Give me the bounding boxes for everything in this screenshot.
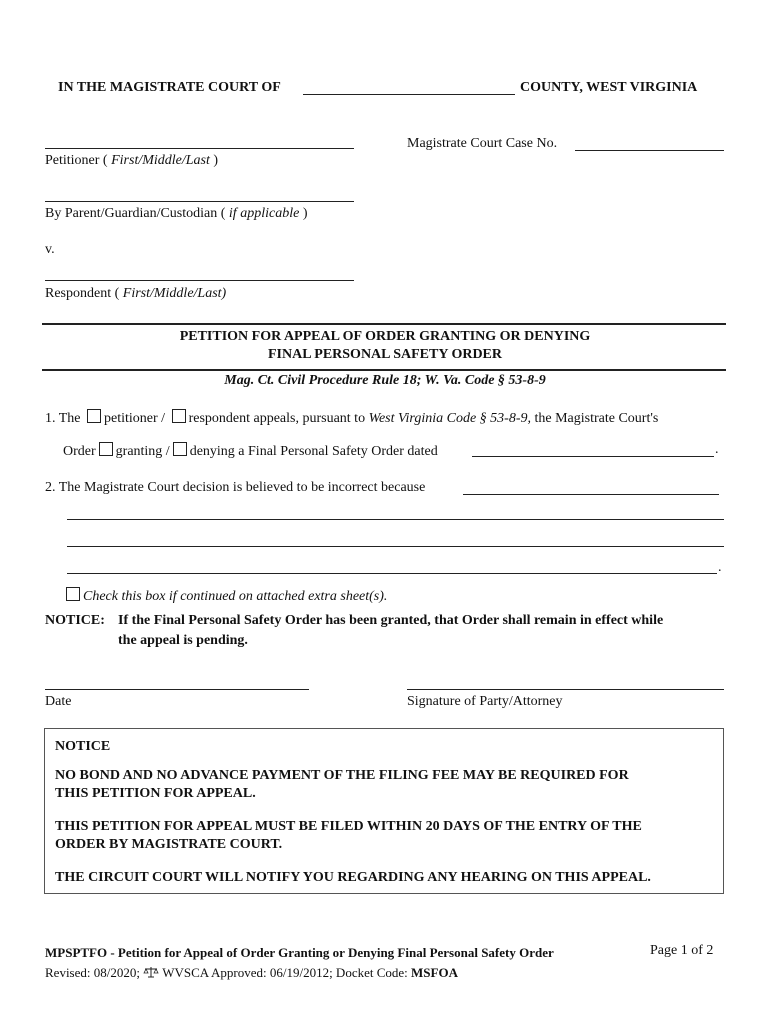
- reason-field-4[interactable]: [67, 573, 717, 574]
- scales-icon: [143, 966, 159, 978]
- item-1-period: .: [715, 442, 719, 457]
- court-heading: [58, 80, 281, 96]
- notice-box-p1-l1: NO BOND AND NO ADVANCE PAYMENT OF THE FILING FEE MAY BE REQUIRED FOR: [55, 768, 629, 783]
- notice-box: [44, 728, 724, 894]
- form-title-line1: PETITION FOR APPEAL OF ORDER GRANTING OR DENYING: [179, 329, 591, 344]
- footer-revised-row: Revised: 08/2020; WVSCA Approved: 06/19/2012; Docket Code: MSFOA: [45, 965, 458, 980]
- notice-box-p2-l2: ORDER BY MAGISTRATE COURT.: [55, 837, 283, 852]
- notice-box-p2-l1: THIS PETITION FOR APPEAL MUST BE FILED WITHIN 20 DAYS OF THE ENTRY OF THE: [55, 819, 642, 834]
- notice-box-title: NOTICE: [55, 739, 111, 754]
- notice-line1: If the Final Personal Safety Order has been granted, that Order shall remain in effect while: [118, 613, 664, 628]
- title-rule-top: [42, 323, 726, 325]
- respondent-label: Respondent ( First/Middle/Last): [45, 286, 227, 301]
- versus: v.: [45, 242, 55, 257]
- notice-label: NOTICE:: [45, 613, 105, 628]
- item-2-text: 2. The Magistrate Court decision is believed to be incorrect because: [45, 480, 426, 495]
- petitioner-field[interactable]: [45, 148, 354, 149]
- county-field[interactable]: [303, 94, 515, 95]
- notice-box-p3: THE CIRCUIT COURT WILL NOTIFY YOU REGARDING ANY HEARING ON THIS APPEAL.: [55, 870, 651, 885]
- reason-field-2[interactable]: [67, 519, 724, 520]
- extra-sheet-row: Check this box if continued on attached extra sheet(s).: [66, 587, 387, 605]
- reason-field-3[interactable]: [67, 546, 724, 547]
- court-prefix: IN THE MAGISTRATE COURT OF: [58, 80, 281, 95]
- footer-form-title: MPSPTFO - Petition for Appeal of Order Granting or Denying Final Personal Safety Order: [45, 945, 554, 960]
- date-label: Date: [45, 694, 72, 709]
- respondent-field[interactable]: [45, 280, 354, 281]
- notice-box-p1-l2: THIS PETITION FOR APPEAL.: [55, 786, 256, 801]
- extra-sheet-checkbox[interactable]: [66, 587, 80, 601]
- notice-line2: the appeal is pending.: [118, 633, 248, 648]
- guardian-field[interactable]: [45, 201, 354, 202]
- date-field[interactable]: [45, 689, 309, 690]
- case-no-label: Magistrate Court Case No.: [407, 136, 558, 151]
- petitioner-checkbox[interactable]: [87, 409, 101, 423]
- item-1-line1: 1. The petitioner / respondent appeals, pursuant to West Virginia Code § 53-8-9, the Magistrate Court's: [45, 411, 659, 426]
- item-2-period: .: [718, 560, 722, 575]
- form-title-line2: FINAL PERSONAL SAFETY ORDER: [267, 347, 503, 362]
- petitioner-label: Petitioner ( First/Middle/Last ): [45, 153, 219, 168]
- rule-citation: Mag. Ct. Civil Procedure Rule 18; W. Va. Code § 53-8-9: [224, 373, 546, 388]
- case-no-field[interactable]: [575, 150, 724, 151]
- order-date-field[interactable]: [472, 456, 714, 457]
- title-rule-bottom: [42, 369, 726, 371]
- court-suffix: COUNTY, WEST VIRGINIA: [520, 80, 698, 95]
- respondent-checkbox[interactable]: [172, 409, 186, 423]
- item-1-line2: Order granting / denying a Final Personal Safety Order dated: [63, 444, 438, 459]
- reason-field-1[interactable]: [463, 494, 719, 495]
- signature-label: Signature of Party/Attorney: [407, 694, 563, 709]
- granting-checkbox[interactable]: [99, 442, 113, 456]
- guardian-label: By Parent/Guardian/Custodian ( if applicable ): [45, 206, 308, 221]
- denying-checkbox[interactable]: [173, 442, 187, 456]
- footer-page: Page 1 of 2: [650, 943, 714, 958]
- signature-field[interactable]: [407, 689, 724, 690]
